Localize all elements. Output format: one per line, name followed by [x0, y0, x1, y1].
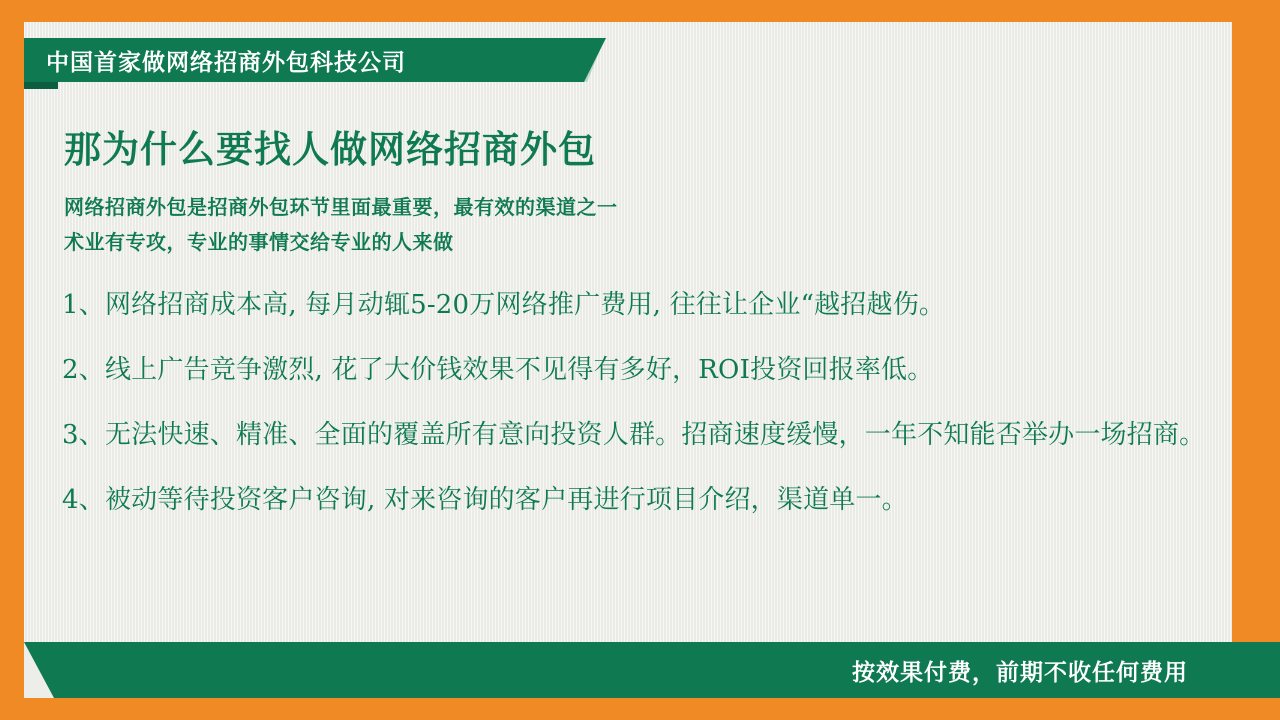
header-notch-shape [584, 38, 606, 82]
header-stub-shape [24, 82, 58, 89]
subtitle-block [62, 194, 1212, 258]
footer-slogan-text: 按效果付费，前期不收任何费用 [852, 658, 1188, 685]
body-point-1: 1、网络招商成本高, 每月动辄5-20万网络推广费用, 往往让企业“越招越伤。 [62, 290, 946, 321]
header-tagline-bar [24, 38, 584, 82]
body-point-4: 4、被动等待投资客户咨询, 对来咨询的客户再进行项目介绍，渠道单一。 [62, 485, 908, 516]
footer-left-bar [24, 642, 784, 698]
subtitle-line-1: 网络招商外包是招商外包环节里面最重要，最有效的渠道之一 [64, 197, 618, 220]
footer-right-bar [760, 642, 1280, 698]
header-tagline-text: 中国首家做网络招商外包科技公司 [46, 48, 406, 75]
page-title: 那为什么要找人做网络招商外包 [64, 129, 596, 170]
subtitle-line-2: 术业有专攻，专业的事情交给专业的人来做 [64, 232, 454, 255]
main-content [62, 128, 1212, 546]
footer-left-cut-shape [24, 642, 54, 698]
body-point-2: 2、线上广告竞争激烈, 花了大价钱效果不见得有多好，ROI投资回报率低。 [62, 355, 934, 386]
body-point-3: 3、无法快速、精准、全面的覆盖所有意向投资人群。招商速度缓慢，一年不知能否举办一场招商。 [62, 420, 1206, 451]
